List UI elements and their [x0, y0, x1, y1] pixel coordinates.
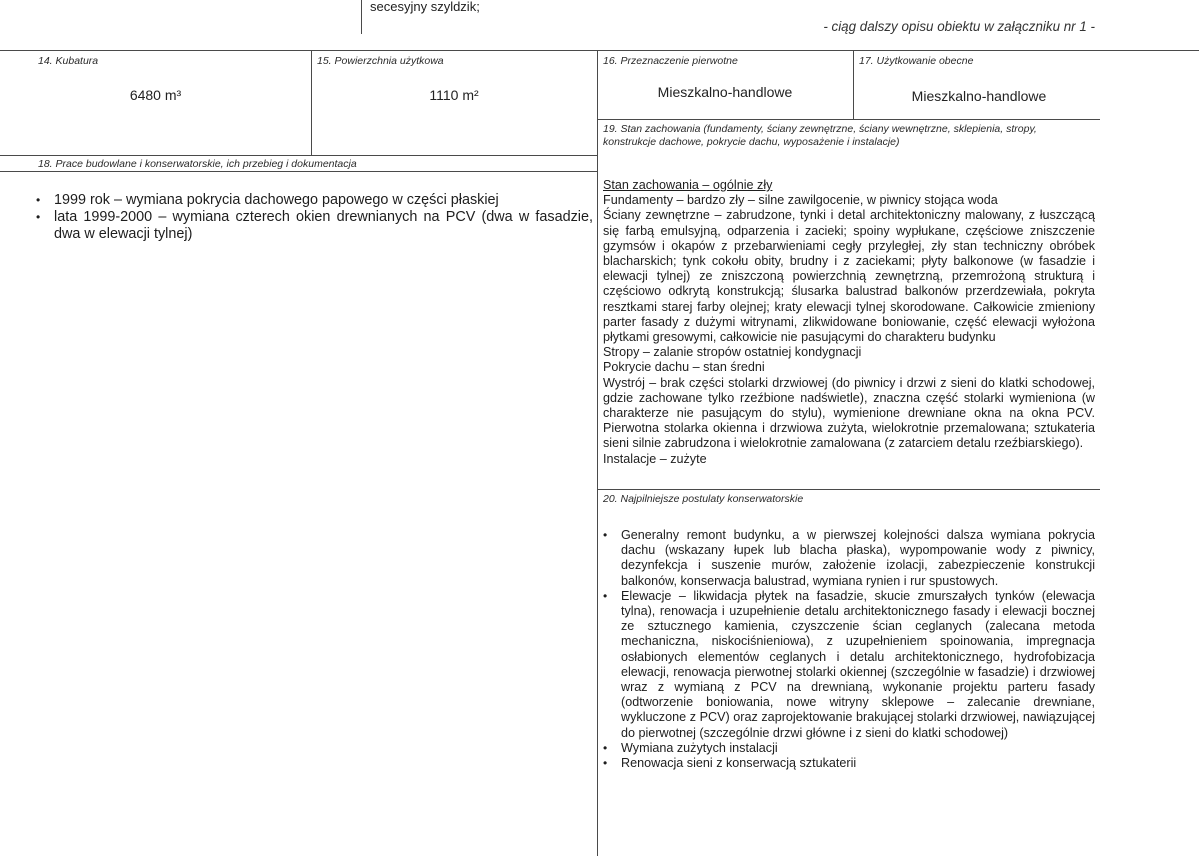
postulaty-list	[601, 528, 1095, 771]
powierzchnia-value: 1110 m²	[429, 87, 479, 103]
prace-list	[34, 192, 593, 243]
divider-row1-right	[597, 119, 1100, 120]
prace-label: 18. Prace budowlane i konserwatorskie, ich przebieg i dokumentacja	[38, 158, 357, 170]
divider-19-20	[597, 489, 1100, 490]
divider-18-header	[0, 171, 597, 172]
form-top-border	[0, 50, 1199, 51]
przeznaczenie-value: Mieszkalno-handlowe	[657, 84, 793, 100]
divider-left-right	[597, 50, 598, 856]
paragraph: Stropy – zalanie stropów ostatniej kondygnacji	[603, 345, 862, 360]
divider-row1-left	[0, 155, 597, 156]
przeznaczenie-label: 16. Przeznaczenie pierwotne	[603, 55, 738, 67]
stan-heading: Stan zachowania – ogólnie zły	[603, 178, 773, 192]
postulaty-label: 20. Najpilniejsze postulaty konserwatorskie	[603, 493, 804, 505]
list-item: • Generalny remont budynku, a w pierwszej kolejności dalsza wymiana pokrycia dachu (wskazany łupek lub blacha płaska), wypompowanie wody z piwnicy, dezynfekcja i suszenie murów, założenie izolacji, zabezpieczenie konstrukcji balkonów, konserwacja balustrad, wymiana rynien i rur spustowych.	[601, 528, 1095, 589]
list-item: • Elewacje – likwidacja płytek na fasadzie, skucie zmurszałych tynków (elewacja tylna), renowacja i uzupełnienie detalu architektonicznego fasady i elewacji bocznej ze sztucznego kamienia, czyszczenie ścian ceglanych (zalecana metoda mechaniczna, niskociśnieniowa), z uzupełnieniem spoinowania, impregnacja osłabionych elementów ceglanych i detalu architektonicznego, hydrofobizacja elewacji, renowacja pierwotnej stolarki okiennej (szczególnie w fasadzie) i drzwiowej wraz z wymianą z PCV na drewnianą, wykonanie projektu parteru fasady (odtworzenie boniowania, nowe witryny sklepowe – zalecanie drewniane, wykluczone z PCV) oraz zaprojektowanie brakującej stolarki drzwiowej, nawiązującej do pierwotnej (szczególnie drzwi główne i z sieni do klatki schodowej)	[601, 589, 1095, 741]
kubatura-label: 14. Kubatura	[38, 55, 99, 67]
previous-page-text: secesyjny szyldzik;	[370, 0, 480, 14]
paragraph: Wystrój – brak części stolarki drzwiowej (do piwnicy i drzwi z sieni do klatki schodowej, gdzie zachowane tylko rzeźbione nadświetle), znaczna część stolarki wymieniona (w charakterze nie pasującym do stylu), wymienione drewniane okna na okna PCV. Pierwotna stolarka okienna i drzwiowa zużyta, wielokrotnie przemalowana; sztukateria sieni silnie zabrudzona i wielokrotnie zamalowana (z zatarciem detalu rzeźbiarskiego).	[603, 375, 1095, 451]
divider-16-17	[853, 50, 854, 119]
stan-body	[603, 178, 1095, 467]
list-item: • Renowacja sieni z konserwacją sztukaterii	[601, 756, 1095, 771]
top-divider	[361, 0, 362, 34]
list-item: • Wymiana zużytych instalacji	[601, 741, 1095, 756]
paragraph: Fundamenty – bardzo zły – silne zawilgocenie, w piwnicy stojąca woda	[603, 193, 998, 208]
list-item: • lata 1999-2000 – wymiana czterech okien drewnianych na PCV (dwa w fasadzie, dwa w elewacji tylnej)	[34, 209, 593, 243]
continuation-note: - ciąg dalszy opisu obiektu w załączniku nr 1 -	[823, 19, 1095, 34]
stan-label: 19. Stan zachowania (fundamenty, ściany zewnętrzne, ściany wewnętrzne, sklepienia, stropy, konstrukcje dachowe, pokrycie dachu, wyposażenie i instalacje)	[603, 123, 1037, 148]
uzytkowanie-value: Mieszkalno-handlowe	[911, 88, 1047, 104]
paragraph: Instalacje – zużyte	[603, 451, 707, 466]
kubatura-value: 6480 m³	[129, 87, 182, 103]
paragraph: Ściany zewnętrzne – zabrudzone, tynki i detal architektoniczny malowany, z łuszczącą się farbą emulsyjną, odparzenia i zacieki; spoiny wypłukane, częściowe zniszczenie gzymsów i okapów z przebarwieniami cegły przyległej, zły stan techniczny obróbek blacharskich; tynk cokołu obity, brudny i z zaciekami; płyty balkonowe (w fasadzie i elewacji tylnej) ze zniszczoną powierzchnią zewnętrzną, przemrożoną strukturą i częściowo odkrytą konstrukcją; ślusarka balustrad balkonów przerdzewiała, pokryta resztkami starej farby olejnej; kraty elewacji tylnej skorodowane. Całkowicie zmieniony parter fasady z dużymi witrynami, zlikwidowane boniowanie, część elewacji wyłożona płytkami gresowymi, całkowicie nie pasującymi do charakteru budynku	[603, 208, 1095, 345]
list-item: • 1999 rok – wymiana pokrycia dachowego papowego w części płaskiej	[34, 192, 593, 209]
uzytkowanie-label: 17. Użytkowanie obecne	[859, 55, 974, 67]
paragraph: Pokrycie dachu – stan średni	[603, 360, 765, 375]
powierzchnia-label: 15. Powierzchnia użytkowa	[317, 55, 444, 67]
